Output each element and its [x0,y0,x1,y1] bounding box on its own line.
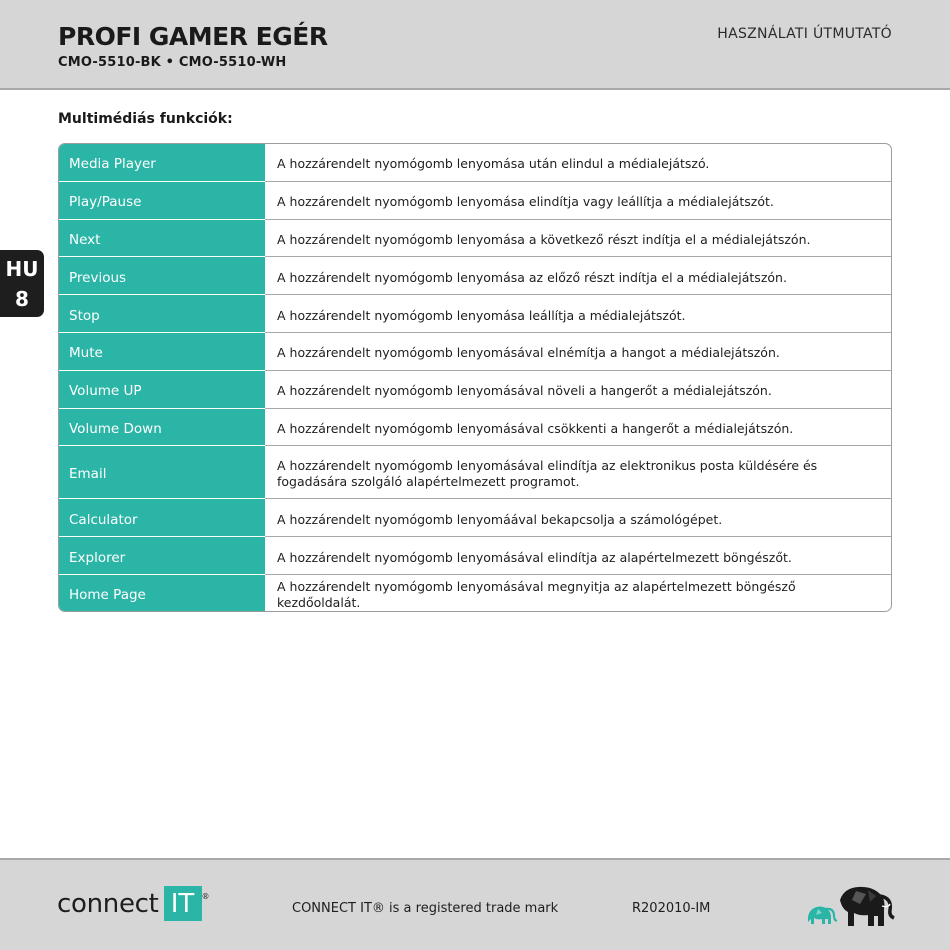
table-row [59,537,891,575]
model-numbers: CMO-5510-BK • CMO-5510-WH [58,55,287,70]
function-name: Play/Pause [59,182,265,220]
function-name: Stop [59,295,265,333]
small-elephant-icon [808,907,837,925]
document-type: HASZNÁLATI ÚTMUTATÓ [717,26,892,42]
function-name: Calculator [59,499,265,537]
page-header [0,0,950,90]
language-page-tab [0,250,44,317]
table-row [59,182,891,220]
connect-it-logo [57,886,210,921]
elephants-icon [804,882,896,930]
function-name: Volume Down [59,409,265,447]
document-title: PROFI GAMER EGÉR [58,22,328,51]
registered-mark: ® [201,892,210,901]
function-name: Explorer [59,537,265,575]
function-name: Email [59,446,265,499]
logo-it-box [164,886,210,921]
function-description: A hozzárendelt nyomógomb lenyomása a következő részt indítja el a médialejátszón. [277,231,811,247]
logo-wordmark: connect [57,888,159,919]
function-description: A hozzárendelt nyomógomb lenyomáával bekapcsolja a számológépet. [277,511,723,527]
table-row [59,446,891,499]
language-code: HU [5,256,39,281]
logo-it-text: IT [170,888,195,919]
function-name: Previous [59,257,265,295]
revision-code: R202010-IM [632,901,711,916]
section-title: Multimédiás funkciók: [58,111,233,127]
function-description: A hozzárendelt nyomógomb lenyomásával növeli a hangerőt a médialejátszón. [277,383,772,399]
table-row [59,220,891,258]
function-name: Media Player [59,144,265,182]
table-row [59,371,891,409]
table-row [59,575,891,611]
page-footer [0,858,950,950]
function-description: A hozzárendelt nyomógomb lenyomásával elindítja az elektronikus posta küldésére és fogadására szolgáló alapértelmezett programot. [277,458,818,490]
function-description: A hozzárendelt nyomógomb lenyomásával elindítja az alapértelmezett böngészőt. [277,549,792,565]
function-description: A hozzárendelt nyomógomb lenyomása után elindul a médialejátszó. [277,156,710,172]
trademark-notice: CONNECT IT® is a registered trade mark [292,901,559,916]
table-row [59,295,891,333]
function-description: A hozzárendelt nyomógomb lenyomásával elnémítja a hangot a médialejátszón. [277,345,780,361]
function-name: Home Page [59,575,265,612]
multimedia-functions-table [58,143,892,612]
function-description: A hozzárendelt nyomógomb lenyomásával megnyitja az alapértelmezett böngésző kezdőoldalát. [277,578,796,610]
table-row [59,409,891,447]
function-name: Mute [59,333,265,371]
function-description: A hozzárendelt nyomógomb lenyomása elindítja vagy leállítja a médialejátszót. [277,194,774,210]
function-description: A hozzárendelt nyomógomb lenyomása leállítja a médialejátszót. [277,307,686,323]
table-row [59,333,891,371]
table-row [59,257,891,295]
page-number: 8 [15,286,29,311]
function-description: A hozzárendelt nyomógomb lenyomásával csökkenti a hangerőt a médialejátszón. [277,420,794,436]
function-name: Volume UP [59,371,265,409]
table-row [59,499,891,537]
table-row [59,144,891,182]
function-name: Next [59,220,265,258]
large-elephant-icon [840,887,894,926]
function-description: A hozzárendelt nyomógomb lenyomása az előző részt indítja el a médialejátszón. [277,269,787,285]
